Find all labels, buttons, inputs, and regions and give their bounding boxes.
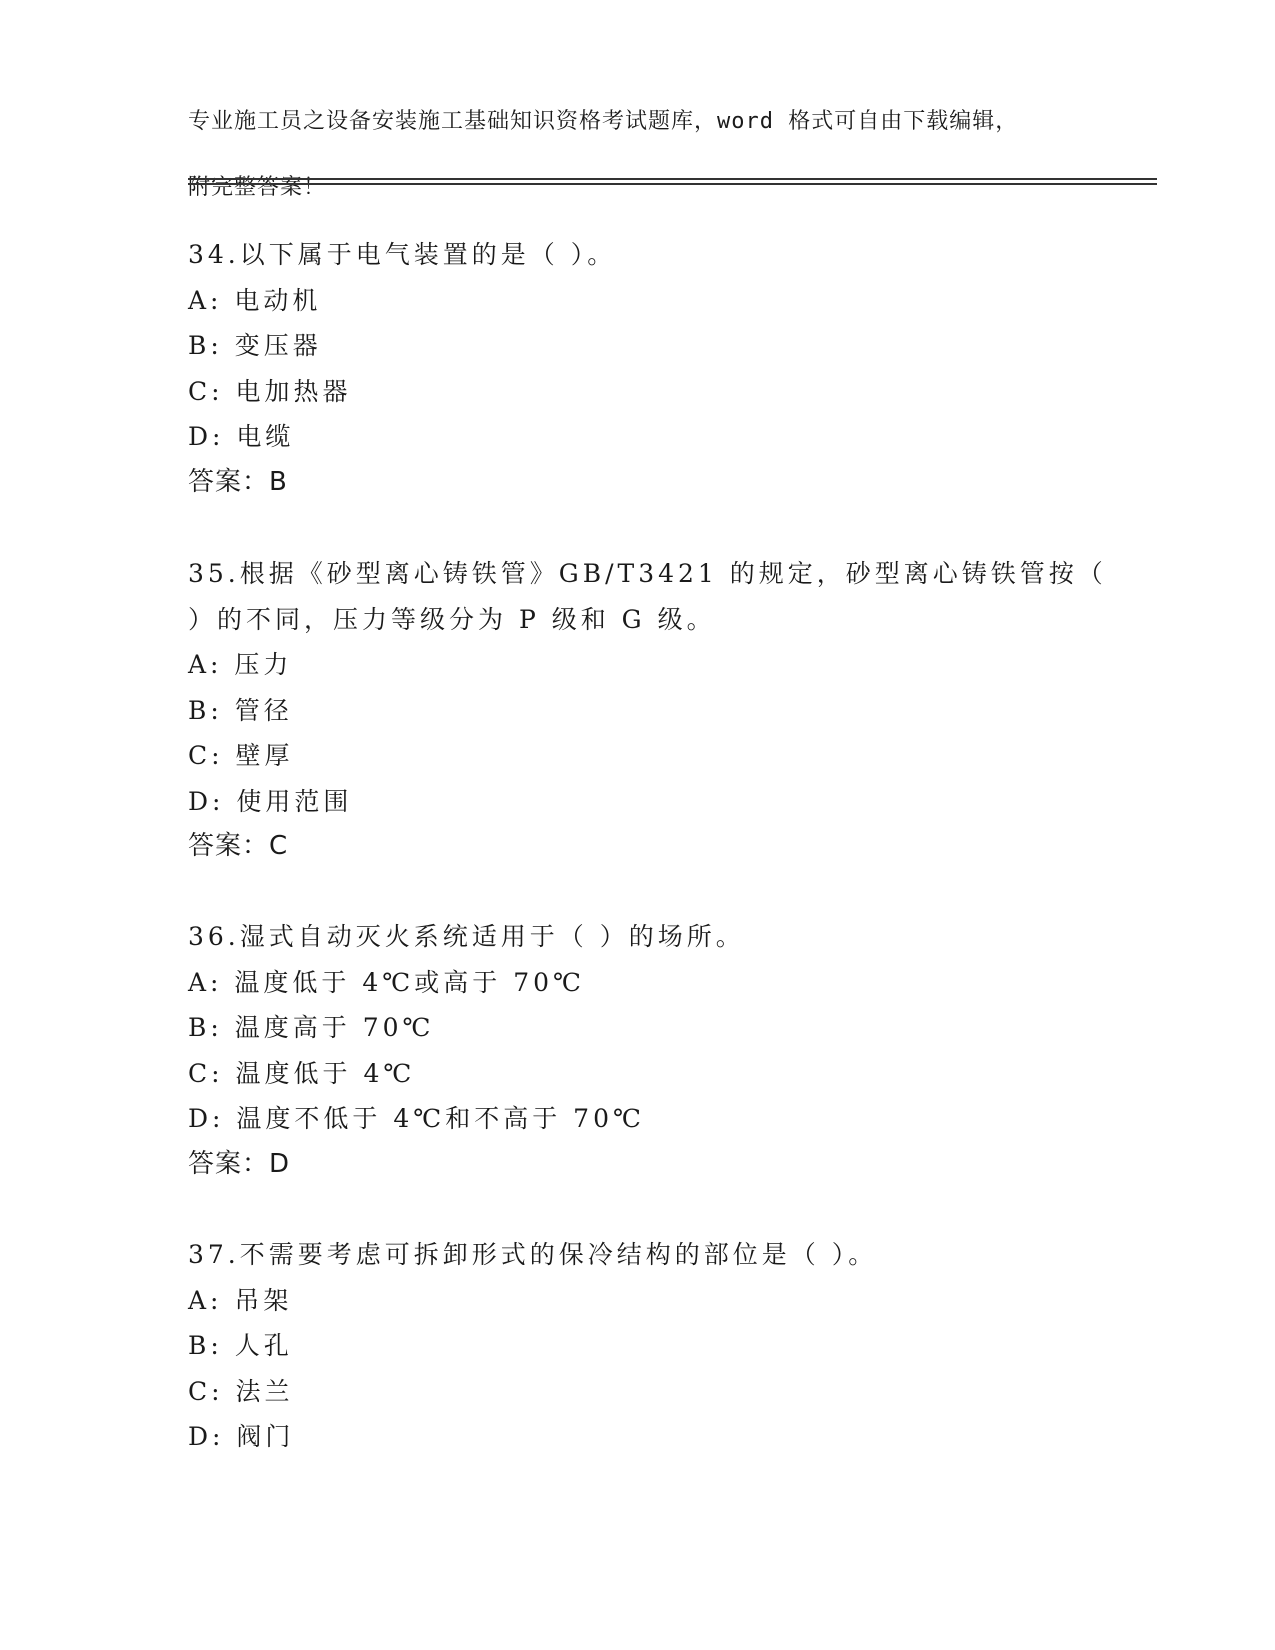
question-stem: 34.以下属于电气装置的是（ ）。 [188, 240, 617, 269]
option-d: D: 温度不低于 4℃和不高于 70℃ [188, 1104, 645, 1133]
option-a: A: 电动机 [188, 285, 322, 315]
option-a: A: 温度低于 4℃或高于 70℃ [188, 967, 585, 997]
header-line-1: 专业施工员之设备安装施工基础知识资格考试题库，word 格式可自由下载编辑， [188, 109, 1019, 134]
document-header [188, 72, 1088, 237]
option-c: C: 壁厚 [188, 741, 294, 770]
question-stem: 36.湿式自动灭火系统适用于（ ）的场所。 [188, 922, 745, 951]
option-b: B: 管径 [188, 695, 293, 725]
option-a: A: 压力 [188, 650, 293, 679]
option-b: B: 人孔 [188, 1331, 293, 1360]
answer-label: 答案：C [188, 831, 289, 861]
option-d: D: 阀门 [188, 1422, 295, 1451]
answer-label: 答案：B [188, 466, 288, 497]
question-37 [188, 1232, 1088, 1460]
option-d: D: 使用范围 [188, 786, 353, 816]
question-34 [188, 232, 1088, 505]
option-a: A: 吊架 [188, 1285, 293, 1315]
header-divider-top [188, 178, 1157, 180]
question-35 [188, 551, 1107, 870]
option-c: C: 法兰 [188, 1376, 294, 1406]
option-b: B: 温度高于 70℃ [188, 1013, 435, 1042]
answer-label: 答案：D [188, 1148, 291, 1179]
header-line-2: 附完整答案！ [188, 175, 327, 200]
question-stem: 37.不需要考虑可拆卸形式的保冷结构的部位是（ ）。 [188, 1240, 878, 1269]
option-b: B: 变压器 [188, 331, 322, 360]
option-c: C: 温度低于 4℃ [188, 1058, 416, 1088]
question-36 [188, 914, 1088, 1187]
header-divider-bottom [188, 183, 1157, 185]
question-stem-line-2: ）的不同，压力等级分为 P 级和 G 级。 [188, 604, 716, 634]
option-c: C: 电加热器 [188, 376, 352, 406]
question-stem-line-1: 35.根据《砂型离心铸铁管》GB/T3421 的规定，砂型离心铸铁管按（ [188, 559, 1107, 588]
option-d: D: 电缆 [188, 422, 295, 451]
